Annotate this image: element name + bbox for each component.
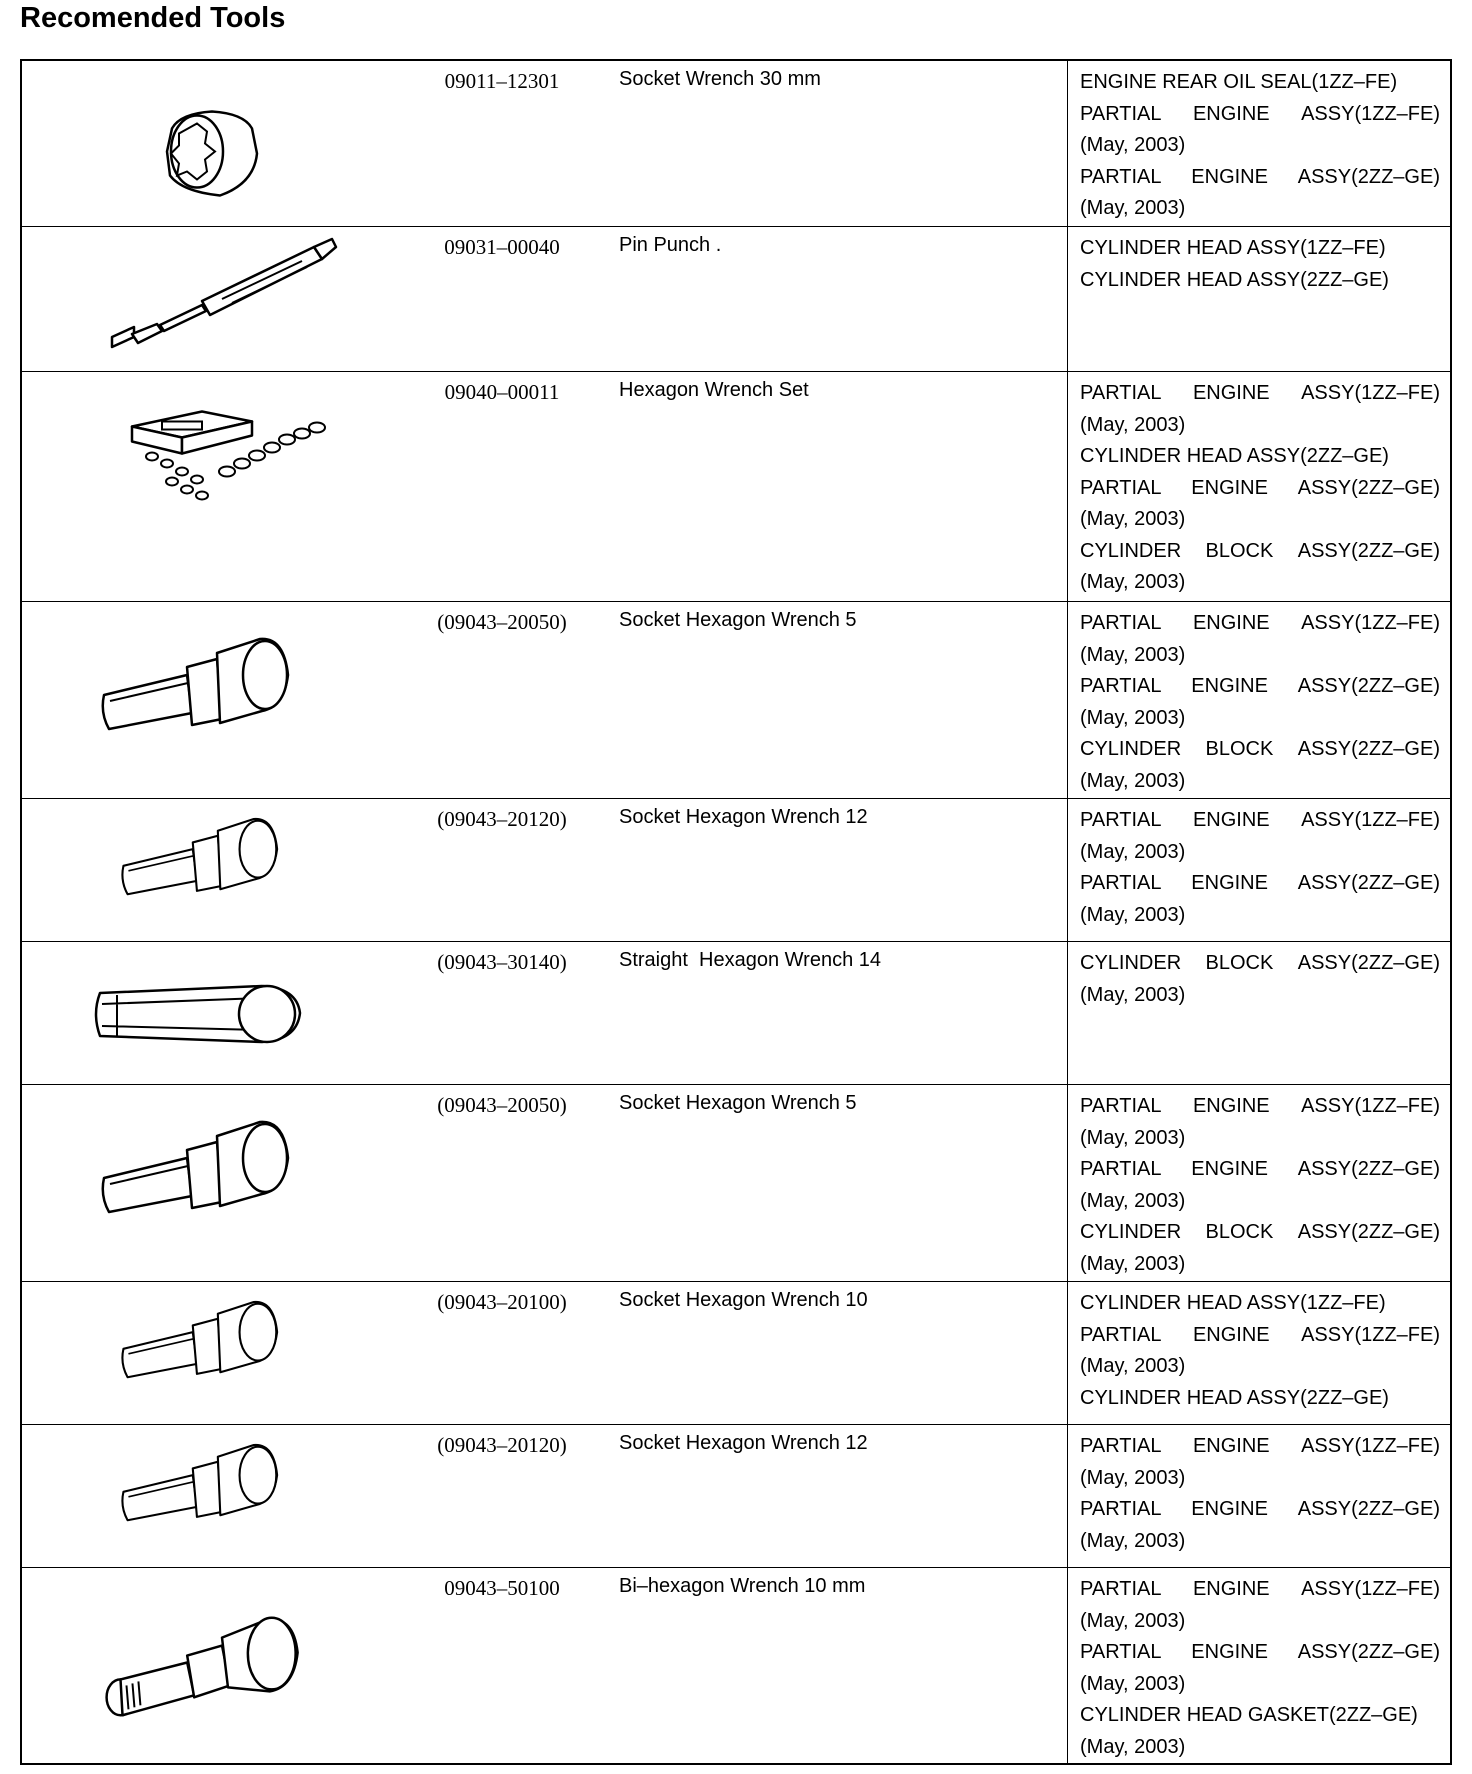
page-title: Recomended Tools (20, 2, 286, 34)
usage-item: (May, 2003) (1080, 134, 1186, 156)
part-number: 09040–00011 (444, 380, 560, 404)
column-divider (1067, 1282, 1068, 1424)
part-number: (09043–20050) (437, 1093, 567, 1117)
usage-item: CYLINDER HEAD ASSY(2ZZ–GE) (1080, 268, 1389, 291)
usage-item: (May, 2003) (1080, 706, 1186, 729)
tool-name: Straight Hexagon Wrench 14 (619, 949, 882, 971)
socket-hexagon-wrench-icon (22, 1085, 422, 1281)
usage-item: ENGINE REAR OIL SEAL(1ZZ–FE) (1080, 71, 1398, 93)
usage-item: PARTIAL ENGINE ASSY(1ZZ–FE) (1080, 612, 1440, 634)
column-divider (1067, 227, 1068, 371)
usage-item: (May, 2003) (1080, 1466, 1186, 1489)
tool-name: Socket Wrench 30 mm (619, 68, 821, 90)
column-divider (1067, 1425, 1068, 1567)
usage-item: PARTIAL ENGINE ASSY(2ZZ–GE) (1080, 1158, 1440, 1180)
usage-item: (May, 2003) (1080, 571, 1186, 593)
usage-item: (May, 2003) (1080, 840, 1186, 863)
column-divider (1067, 799, 1068, 941)
table-row (22, 1424, 1450, 1567)
usage-item: CYLINDER HEAD ASSY(2ZZ–GE) (1080, 445, 1389, 467)
usage-item: PARTIAL ENGINE ASSY(2ZZ–GE) (1080, 872, 1440, 894)
tool-name: Socket Hexagon Wrench 5 (619, 1092, 857, 1114)
column-divider (1067, 602, 1068, 798)
usage-item: CYLINDER HEAD ASSY(2ZZ–GE) (1080, 1386, 1389, 1409)
tool-name: Hexagon Wrench Set (619, 379, 809, 401)
part-number: (09043–30140) (437, 950, 567, 974)
usage-item: CYLINDER BLOCK ASSY(2ZZ–GE) (1080, 1221, 1440, 1243)
socket-hexagon-wrench-icon (22, 1282, 422, 1424)
tool-name: Socket Hexagon Wrench 12 (619, 1432, 868, 1454)
part-number: (09043–20120) (437, 807, 567, 831)
usage-item: (May, 2003) (1080, 413, 1186, 436)
usage-item: (May, 2003) (1080, 1672, 1186, 1695)
usage-item: CYLINDER BLOCK ASSY(2ZZ–GE) (1080, 738, 1440, 760)
table-row (22, 1084, 1450, 1281)
socket-hexagon-wrench-icon (22, 799, 422, 941)
usage-item: CYLINDER BLOCK ASSY(2ZZ–GE) (1080, 539, 1440, 562)
usage-list (1080, 608, 1440, 797)
usage-item: PARTIAL ENGINE ASSY(1ZZ–FE) (1080, 102, 1440, 125)
usage-item: CYLINDER BLOCK ASSY(2ZZ–GE) (1080, 952, 1440, 974)
column-divider (1067, 372, 1068, 601)
usage-list (1080, 805, 1440, 931)
table-row (22, 61, 1450, 226)
usage-item: PARTIAL ENGINE ASSY(1ZZ–FE) (1080, 1095, 1440, 1117)
usage-item: (May, 2003) (1080, 983, 1186, 1006)
usage-item: (May, 2003) (1080, 197, 1186, 219)
column-divider (1067, 61, 1068, 226)
usage-item: (May, 2003) (1080, 1355, 1186, 1377)
tool-name: Socket Hexagon Wrench 10 (619, 1289, 868, 1311)
tool-name: Socket Hexagon Wrench 5 (619, 609, 857, 631)
hexagon-wrench-set-icon (22, 372, 422, 601)
usage-item: PARTIAL ENGINE ASSY(1ZZ–FE) (1080, 382, 1440, 404)
table-row (22, 371, 1450, 601)
table-row (22, 798, 1450, 941)
bi-hexagon-wrench-icon (22, 1568, 422, 1763)
usage-item: PARTIAL ENGINE ASSY(1ZZ–FE) (1080, 1323, 1440, 1346)
usage-item: CYLINDER HEAD ASSY(1ZZ–FE) (1080, 1292, 1386, 1314)
usage-item: PARTIAL ENGINE ASSY(1ZZ–FE) (1080, 1435, 1440, 1457)
usage-item: (May, 2003) (1080, 1126, 1186, 1149)
tool-name: Socket Hexagon Wrench 12 (619, 806, 868, 828)
usage-item: (May, 2003) (1080, 769, 1186, 792)
usage-item: (May, 2003) (1080, 1735, 1186, 1758)
part-number: (09043–20100) (437, 1290, 567, 1314)
usage-item: PARTIAL ENGINE ASSY(2ZZ–GE) (1080, 165, 1440, 188)
usage-item: (May, 2003) (1080, 1529, 1186, 1552)
usage-item: (May, 2003) (1080, 1189, 1186, 1212)
column-divider (1067, 1085, 1068, 1281)
usage-item: PARTIAL ENGINE ASSY(2ZZ–GE) (1080, 476, 1440, 499)
column-divider (1067, 1568, 1068, 1763)
usage-list (1080, 67, 1440, 225)
usage-list (1080, 948, 1440, 1011)
socket-hexagon-wrench-icon (22, 602, 422, 798)
usage-list (1080, 1431, 1440, 1557)
usage-list (1080, 1091, 1440, 1280)
usage-item: PARTIAL ENGINE ASSY(2ZZ–GE) (1080, 675, 1440, 697)
usage-list (1080, 233, 1440, 296)
table-row (22, 601, 1450, 798)
part-number: 09011–12301 (444, 69, 560, 93)
usage-list (1080, 1574, 1440, 1763)
part-number: (09043–20050) (437, 610, 567, 634)
table-row (22, 226, 1450, 371)
socket-hexagon-wrench-icon (22, 1425, 422, 1567)
usage-item: PARTIAL ENGINE ASSY(1ZZ–FE) (1080, 1578, 1440, 1600)
straight-hexagon-wrench-icon (22, 942, 422, 1084)
table-row (22, 1567, 1450, 1763)
usage-item: (May, 2003) (1080, 1609, 1186, 1632)
usage-list (1080, 378, 1440, 599)
part-number: 09043–50100 (444, 1576, 560, 1600)
column-divider (1067, 942, 1068, 1084)
part-number: 09031–00040 (444, 235, 560, 259)
tools-table (20, 59, 1452, 1765)
socket-wrench-icon (22, 61, 422, 226)
pin-punch-icon (22, 227, 422, 371)
usage-list (1080, 1288, 1440, 1414)
tool-name: Pin Punch . (619, 234, 722, 256)
usage-item: (May, 2003) (1080, 1252, 1186, 1275)
usage-item: (May, 2003) (1080, 643, 1186, 666)
tool-name: Bi–hexagon Wrench 10 mm (619, 1575, 866, 1597)
part-number: (09043–20120) (437, 1433, 567, 1457)
usage-item: (May, 2003) (1080, 508, 1186, 530)
table-row (22, 1281, 1450, 1424)
usage-item: CYLINDER HEAD GASKET(2ZZ–GE) (1080, 1704, 1418, 1726)
usage-item: PARTIAL ENGINE ASSY(1ZZ–FE) (1080, 809, 1440, 831)
usage-item: PARTIAL ENGINE ASSY(2ZZ–GE) (1080, 1641, 1440, 1663)
usage-item: PARTIAL ENGINE ASSY(2ZZ–GE) (1080, 1498, 1440, 1520)
table-row (22, 941, 1450, 1084)
usage-item: CYLINDER HEAD ASSY(1ZZ–FE) (1080, 237, 1386, 259)
usage-item: (May, 2003) (1080, 903, 1186, 926)
